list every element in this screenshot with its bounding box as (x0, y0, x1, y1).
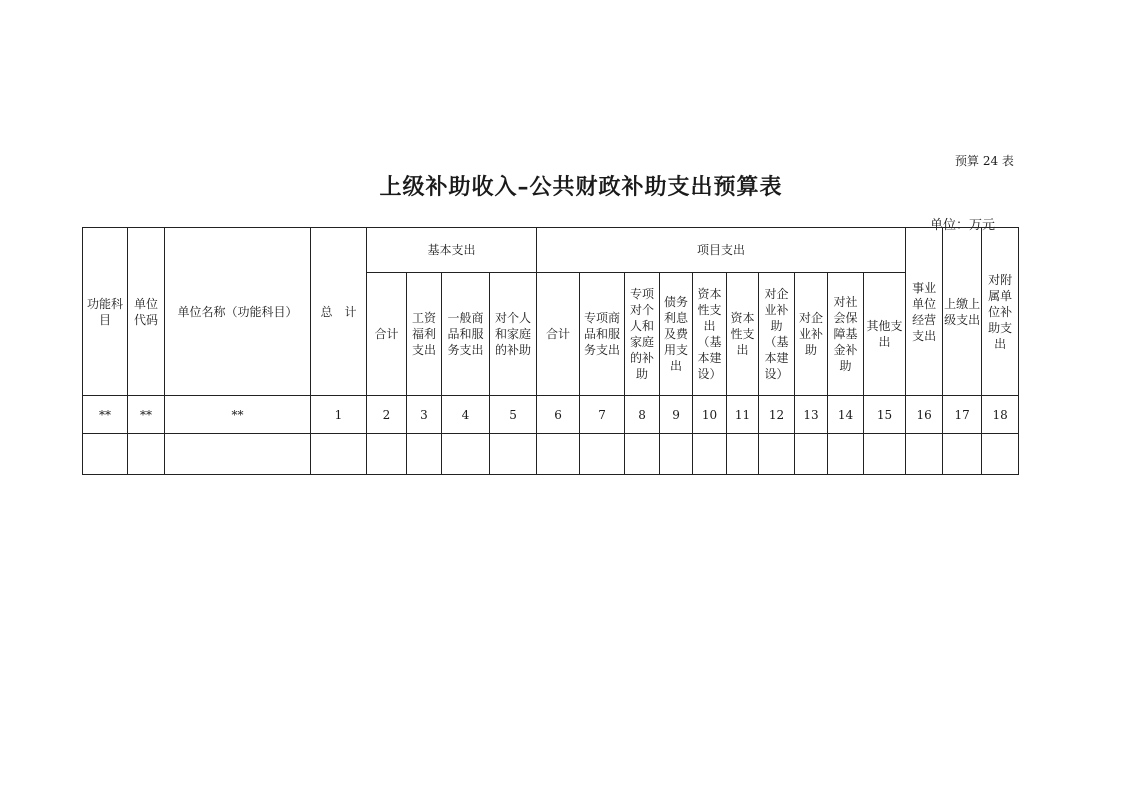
header-enterprise-construction: 对企业补助（基本建设） (759, 273, 795, 396)
header-upper-payment: 上缴上级支出 (943, 228, 982, 396)
header-other: 其他支出 (864, 273, 906, 396)
header-social-security: 对社会保障基金补助 (828, 273, 864, 396)
code-cell: 15 (864, 396, 906, 434)
code-cell: 8 (625, 396, 660, 434)
empty-cell (537, 434, 580, 475)
empty-cell (83, 434, 128, 475)
empty-cell (311, 434, 367, 475)
empty-cell (128, 434, 165, 475)
header-unit-name: 单位名称（功能科目） (165, 228, 311, 396)
empty-cell (982, 434, 1019, 475)
header-business-ops: 事业单位经营支出 (906, 228, 943, 396)
empty-cell (727, 434, 759, 475)
empty-cell (660, 434, 693, 475)
code-cell: 5 (490, 396, 537, 434)
code-cell: 18 (982, 396, 1019, 434)
form-number: 预算 24 表 (955, 154, 1014, 168)
code-cell: 3 (407, 396, 442, 434)
header-goods-services: 一般商品和服务支出 (442, 273, 490, 396)
header-enterprise: 对企业补助 (795, 273, 828, 396)
header-special-goods: 专项商品和服务支出 (580, 273, 625, 396)
header-func-subject: 功能科目 (83, 228, 128, 396)
code-cell: 16 (906, 396, 943, 434)
empty-cell (864, 434, 906, 475)
header-capital: 资本性支出 (727, 273, 759, 396)
empty-cell (165, 434, 311, 475)
header-basic-group: 基本支出 (367, 228, 537, 273)
code-cell: ** (128, 396, 165, 434)
code-cell: 9 (660, 396, 693, 434)
code-cell: ** (165, 396, 311, 434)
code-cell: 1 (311, 396, 367, 434)
header-capital-construction: 资本性支出（基本建设） (693, 273, 727, 396)
empty-cell (442, 434, 490, 475)
header-special-individual: 专项对个人和家庭的补助 (625, 273, 660, 396)
header-debt-interest: 债务利息及费用支出 (660, 273, 693, 396)
header-individual-subsidy: 对个人和家庭的补助 (490, 273, 537, 396)
code-cell: 10 (693, 396, 727, 434)
empty-cell (795, 434, 828, 475)
unit-label: 单位：万元 (930, 218, 996, 233)
header-salary: 工资福利支出 (407, 273, 442, 396)
code-cell: ** (83, 396, 128, 434)
empty-cell (693, 434, 727, 475)
header-basic-subtotal: 合计 (367, 273, 407, 396)
header-project-subtotal: 合计 (537, 273, 580, 396)
code-cell: 13 (795, 396, 828, 434)
page-title: 上级补助收入–公共财政补助支出预算表 (379, 174, 783, 200)
empty-cell (367, 434, 407, 475)
empty-cell (943, 434, 982, 475)
empty-cell (625, 434, 660, 475)
empty-cell (828, 434, 864, 475)
table-row (83, 434, 1019, 475)
code-cell: 17 (943, 396, 982, 434)
code-cell: 2 (367, 396, 407, 434)
budget-table (82, 227, 1019, 475)
empty-cell (490, 434, 537, 475)
code-cell: 6 (537, 396, 580, 434)
header-project-group: 项目支出 (537, 228, 906, 273)
code-cell: 7 (580, 396, 625, 434)
code-cell: 11 (727, 396, 759, 434)
empty-cell (759, 434, 795, 475)
code-cell: 4 (442, 396, 490, 434)
code-cell: 12 (759, 396, 795, 434)
header-affiliated-subsidy: 对附属单位补助支出 (982, 228, 1019, 396)
header-total: 总 计 (311, 228, 367, 396)
empty-cell (407, 434, 442, 475)
header-unit-code: 单位代码 (128, 228, 165, 396)
code-row (83, 396, 1019, 434)
empty-cell (906, 434, 943, 475)
code-cell: 14 (828, 396, 864, 434)
empty-cell (580, 434, 625, 475)
